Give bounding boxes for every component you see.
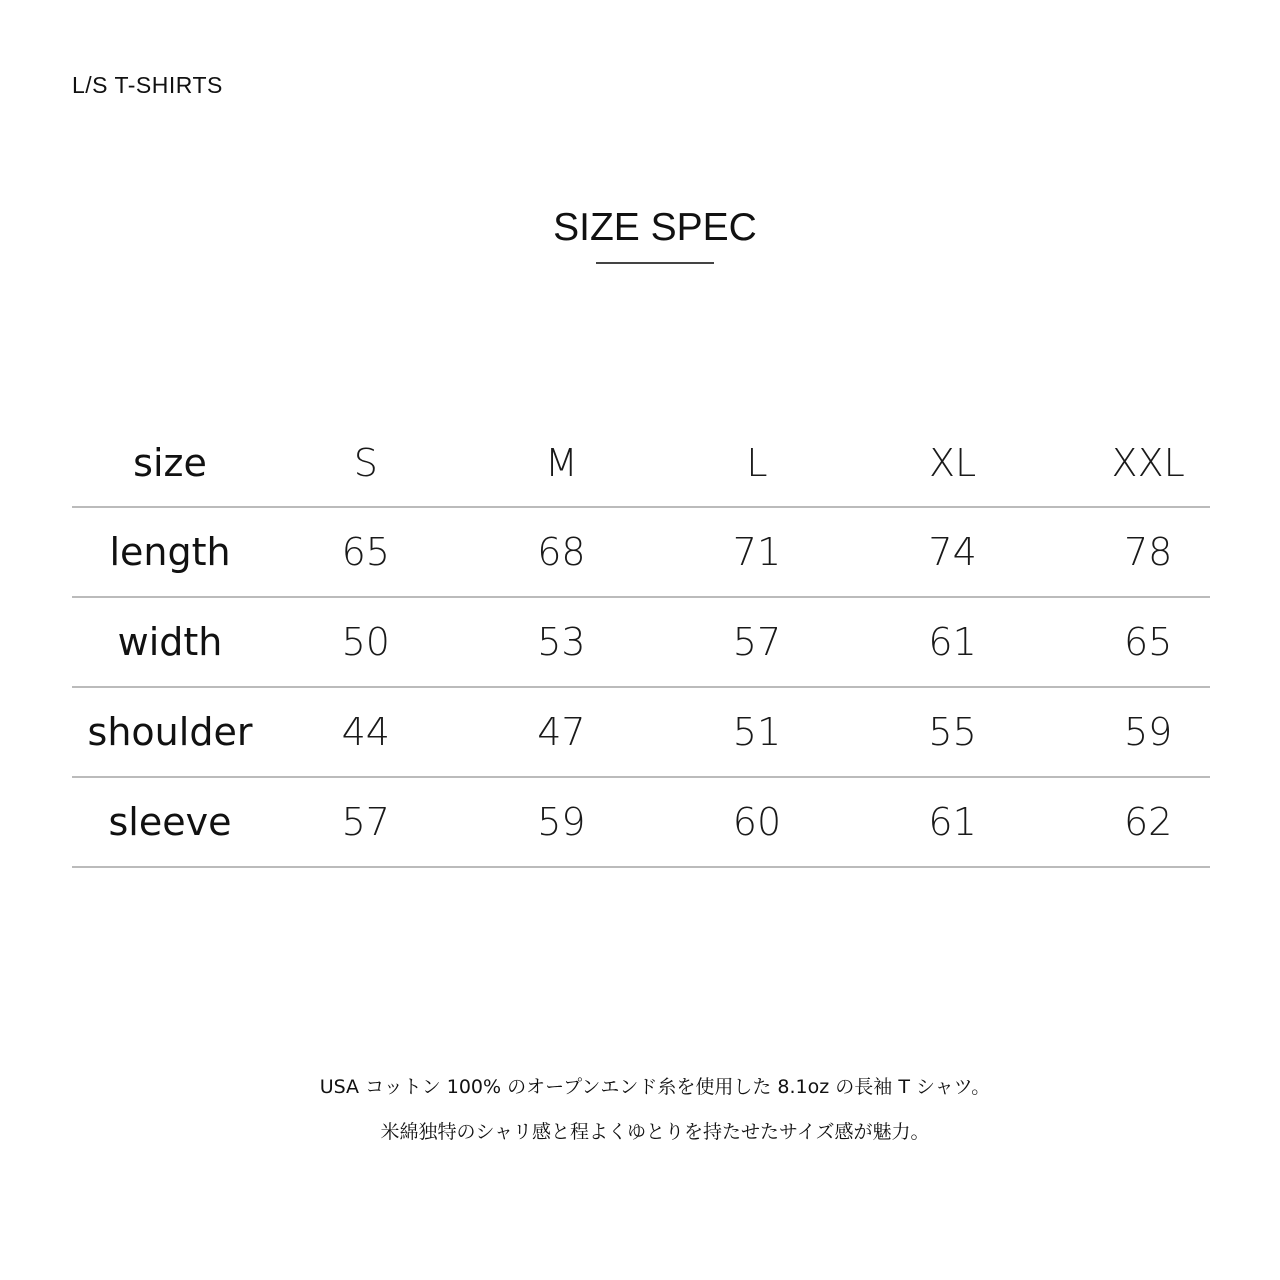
table-cell: 59 <box>537 800 586 844</box>
table-cell: 71 <box>732 530 782 574</box>
table-cell: 59 <box>1123 710 1173 754</box>
table-cell: 65 <box>1123 620 1173 664</box>
table-cell: 55 <box>928 710 977 754</box>
size-spec-table <box>72 420 1210 868</box>
table-cell: 47 <box>537 710 586 754</box>
table-cell: 61 <box>928 620 977 664</box>
table-cell: 78 <box>1123 530 1173 574</box>
title-underline <box>596 262 714 264</box>
table-row-shoulder <box>72 688 1210 778</box>
table-row-sleeve <box>72 778 1210 868</box>
table-cell: 62 <box>1123 800 1173 844</box>
table-cell: 57 <box>732 620 782 664</box>
page-title: SIZE SPEC <box>553 206 757 249</box>
table-cell: 68 <box>537 530 586 574</box>
size-header-m: M <box>544 441 578 485</box>
table-cell: 60 <box>732 800 782 844</box>
row-label-shoulder: shoulder <box>87 710 253 754</box>
size-header-l: L <box>746 441 768 485</box>
size-header-xxl: XXL <box>1111 441 1185 485</box>
table-cell: 57 <box>341 800 390 844</box>
table-cell: 51 <box>732 710 782 754</box>
row-label-length: length <box>109 530 231 574</box>
header-label: size <box>133 441 207 485</box>
table-header-row <box>72 420 1210 508</box>
table-row-length <box>72 508 1210 598</box>
table-cell: 50 <box>341 620 390 664</box>
row-label-sleeve: sleeve <box>108 800 232 844</box>
product-label: L/S T-SHIRTS <box>72 72 223 98</box>
table-cell: 65 <box>341 530 390 574</box>
table-row-width <box>72 598 1210 688</box>
row-label-width: width <box>117 620 223 664</box>
size-header-s: S <box>353 441 378 485</box>
table-cell: 74 <box>928 530 977 574</box>
description-line-1: USA コットン 100% のオープンエンド糸を使用した 8.1oz の長袖 T シャツ。 <box>319 1076 991 1098</box>
size-header-xl: XL <box>928 441 977 485</box>
description-line-2: 米綿独特のシャリ感と程よくゆとりを持たせたサイズ感が魅力。 <box>380 1121 930 1143</box>
table-cell: 44 <box>341 710 390 754</box>
table-cell: 61 <box>928 800 977 844</box>
table-cell: 53 <box>537 620 586 664</box>
